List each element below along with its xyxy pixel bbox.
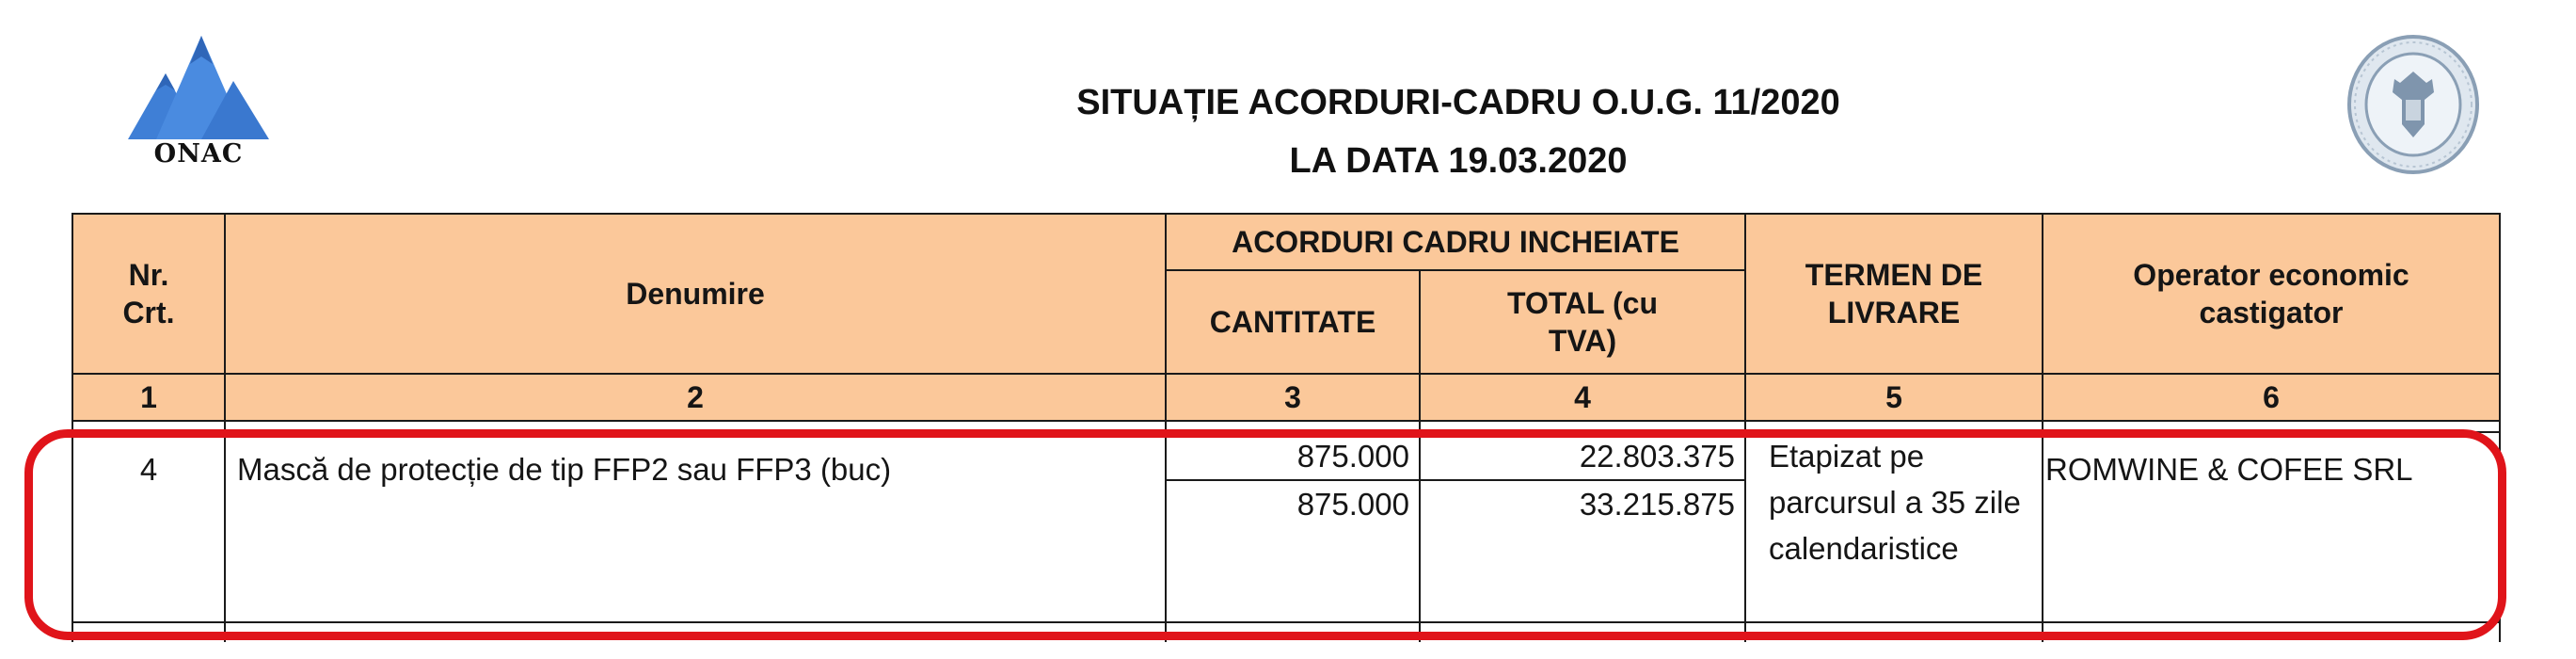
onac-logo <box>128 36 269 172</box>
agreements-table <box>72 213 2501 642</box>
cell-operator: ROMWINE & COFEE SRL <box>2043 432 2500 622</box>
column-number-4: 4 <box>1420 374 1745 421</box>
header-acorduri <box>1166 214 1745 270</box>
cell-cantitate-1: 875.000 <box>1166 432 1420 480</box>
mountain-logo-icon <box>128 36 269 139</box>
cell-total-1: 22.803.375 <box>1420 432 1745 480</box>
agreements-table-container <box>72 213 2499 642</box>
next-row-partial <box>72 622 2500 642</box>
header-operator <box>2043 214 2500 374</box>
cell-nr: 4 <box>72 432 225 622</box>
header-denumire <box>225 214 1166 374</box>
header-cantitate <box>1166 270 1420 374</box>
logo-text: ONAC <box>153 139 244 169</box>
header-nr-label: Nr. Crt. <box>122 258 175 330</box>
column-number-5: 5 <box>1745 374 2043 421</box>
title-line-1: SITUAȚIE ACORDURI-CADRU O.U.G. 11/2020 <box>1076 83 1840 122</box>
column-number-3: 3 <box>1166 374 1420 421</box>
column-number-1: 1 <box>72 374 225 421</box>
spacer-row <box>72 421 2500 432</box>
header-acorduri-label: ACORDURI CADRU INCHEIATE <box>1232 225 1679 259</box>
title-line-2: LA DATA 19.03.2020 <box>1289 141 1628 181</box>
header-cantitate-label: CANTITATE <box>1209 305 1376 339</box>
header-nr <box>72 214 225 374</box>
table-row <box>72 432 2500 480</box>
cell-total-2: 33.215.875 <box>1420 480 1745 527</box>
header-denumire-label: Denumire <box>626 277 765 311</box>
column-number-2: 2 <box>225 374 1166 421</box>
header-operator-label: Operator economic castigator <box>2133 258 2409 330</box>
cell-cantitate-filler <box>1166 527 1420 622</box>
header-total <box>1420 270 1745 374</box>
page-title <box>564 73 2352 190</box>
cell-total-filler <box>1420 527 1745 622</box>
cell-termen-text: Etapizat pe parcursul a 35 zile calendaristice <box>1769 439 2021 566</box>
cell-termen <box>1745 432 2043 622</box>
cell-denumire: Mască de protecție de tip FFP2 sau FFP3 (buc) <box>225 432 1166 622</box>
header-termen-label: TERMEN DE LIVRARE <box>1805 258 1983 330</box>
ministry-seal-icon <box>2345 34 2481 175</box>
cell-cantitate-2: 875.000 <box>1166 480 1420 527</box>
column-number-6: 6 <box>2043 374 2500 421</box>
header-termen <box>1745 214 2043 374</box>
header-total-label: TOTAL (cu TVA) <box>1507 286 1658 358</box>
